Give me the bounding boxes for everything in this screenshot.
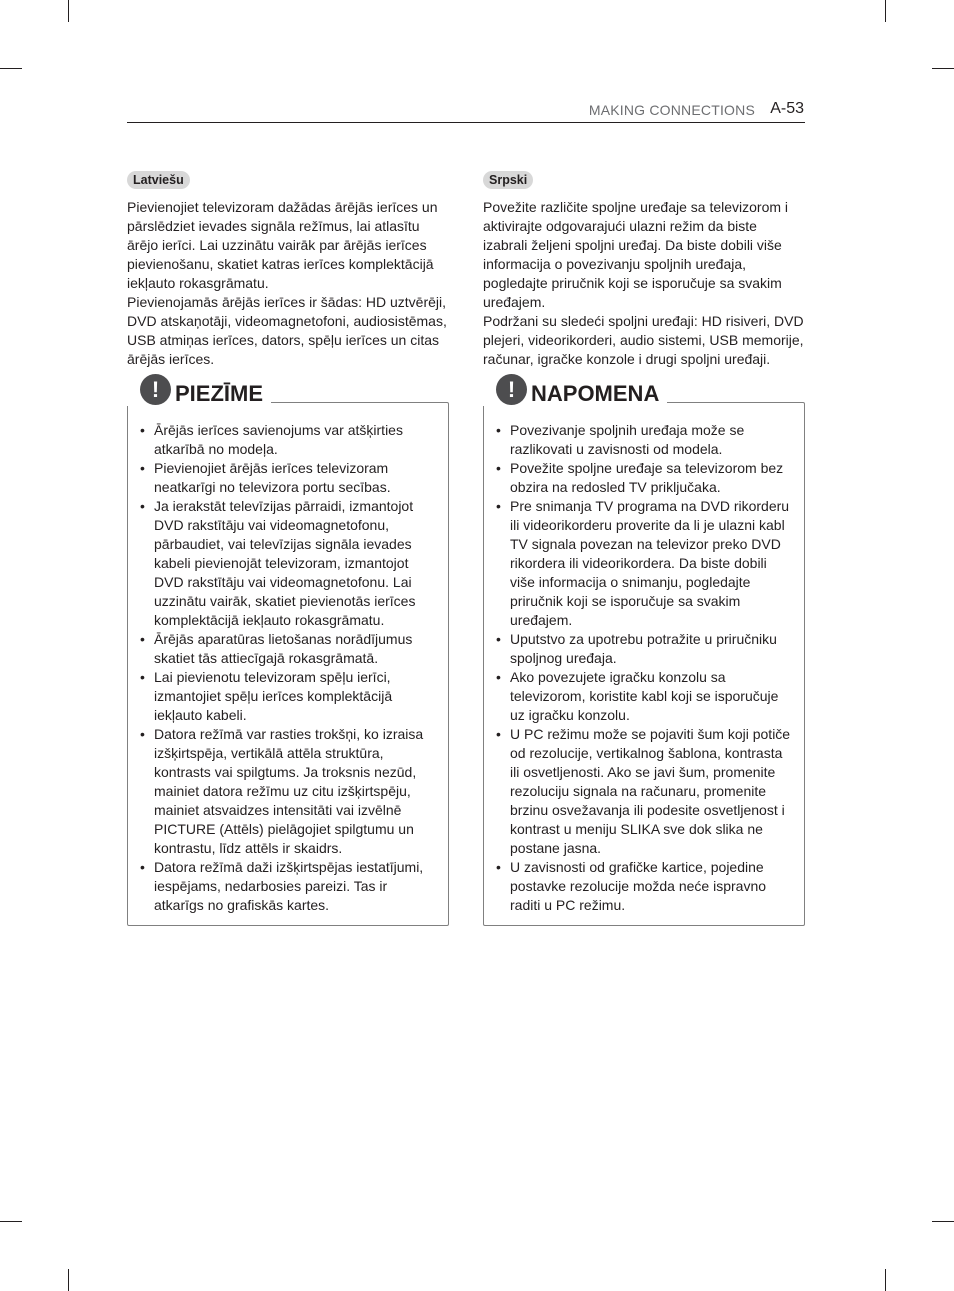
note-title: PIEZĪME (175, 381, 264, 406)
note-title: NAPOMENA (531, 381, 660, 406)
crop-mark (932, 68, 954, 69)
note-item: • U PC režimu može se pojaviti šum koji potiče od rezolucije, vertikalnog šablona, kontrasta ili osvetljenosti. Ako se javi šum, promenite rezoluciju signala na računaru, promenite brzinu osvežavanja ili podesite osvetljenost i kontrast u meniju SLIKA sve dok slika ne postane jasna. (495, 725, 792, 858)
intro-paragraph: Pievienojiet televizoram dažādas ārējās ierīces un pārslēdziet ievades signāla režīmus, lai atlasītu ārējo ierīci. Lai uzzinātu vairāk par ārējās ierīces pievienošanu, skatiet katras ierīces komplektācijā iekļauto rokasgrāmatu. (127, 199, 438, 291)
note-item: • Ako povezujete igračku konzolu sa televizorom, koristite kabl koji se isporučuje uz igračku konzolu. (495, 668, 792, 725)
latvian-column (127, 171, 449, 926)
crop-mark (885, 0, 886, 22)
crop-mark (68, 0, 69, 22)
note-item: • Datora režīmā daži izšķirtspējas iestatījumi, iespējams, nedarbosies pareizi. Tas ir atkarīgs no grafiskās kartes. (139, 858, 436, 915)
note-item: • Pievienojiet ārējās ierīces televizoram neatkarīgi no televizora portu secības. (139, 459, 436, 497)
intro-paragraph: Pievienojamās ārējās ierīces ir šādas: HD uztvērēji, DVD atskaņotāji, videomagnetofoni, audiosistēmas, USB atmiņas ierīces, dators, spēļu ierīces un citas ārējās ierīces. (127, 294, 447, 367)
crop-mark (885, 1269, 886, 1291)
header-rule (127, 122, 805, 123)
intro-paragraph: Podržani su sledeći spoljni uređaji: HD risiveri, DVD plejeri, videorikorderi, audio sistemi, USB memorije, računar, igračke konzole i drugi spoljni uređaji. (483, 313, 804, 367)
note-item: • Pre snimanja TV programa na DVD rikorderu ili videorikorderu proverite da li je ulazni kabl TV signala povezan na televizor preko DVD rikordera ili videorikordera. Da biste dobili više informacija o snimanju, pogledajte priručnik koji se isporučuje sa svakim uređajem. (495, 497, 792, 630)
note-item: • Povezivanje spoljnih uređaja može se razlikovati u zavisnosti od modela. (495, 421, 792, 459)
language-label: Srpski (483, 171, 533, 189)
note-list (495, 421, 792, 915)
section-title: MAKING CONNECTIONS (588, 102, 755, 118)
exclamation-icon: ! (496, 374, 527, 405)
crop-mark (0, 68, 22, 69)
note-item: • Uputstvo za upotrebu potražite u priručniku spoljnog uređaja. (495, 630, 792, 668)
note-box (483, 376, 805, 926)
note-item: • Povežite spoljne uređaje sa televizorom bez obzira na redosled TV priključaka. (495, 459, 792, 497)
crop-mark (68, 1269, 69, 1291)
crop-mark (0, 1221, 22, 1222)
language-label: Latviešu (127, 171, 190, 189)
page-number: A-53 (770, 100, 804, 117)
exclamation-icon: ! (140, 374, 171, 405)
note-header (127, 376, 271, 406)
note-box (127, 376, 449, 926)
note-item: • Ja ierakstāt televīzijas pārraidi, izmantojot DVD rakstītāju vai videomagnetofonu, pārbaudiet, vai televīzijas signāla ievades kabeli pievienojāt televizoram, izmantojot DVD rakstītāju vai videomagnetofonu. Lai uzzinātu vairāk, skatiet pievienotās ierīces komplektācijā iekļauto rokasgrāmatu. (139, 497, 436, 630)
note-item: • Ārējās ierīces savienojums var atšķirties atkarībā no modeļa. (139, 421, 436, 459)
note-header (483, 376, 667, 406)
note-item: • Datora režīmā var rasties trokšņi, ko izraisa izšķirtspēja, vertikālā attēla struktūra, kontrasts vai spilgtums. Ja troksnis nezūd, mainiet datora režīmu uz citu izšķirtspēju, mainiet atsvaidzes intensitāti vai izvēlnē PICTURE (Attēls) pielāgojiet spilgtumu un kontrastu, līdz attēls ir skaidrs. (139, 725, 436, 858)
note-item: • Lai pievienotu televizoram spēļu ierīci, izmantojiet spēļu ierīces komplektācijā iekļauto kabeli. (139, 668, 436, 725)
note-list (139, 421, 436, 915)
intro-paragraph: Povežite različite spoljne uređaje sa televizorom i aktivirajte odgovarajući ulazni režim da biste izabrali željeni spoljni uređaj. Da biste dobili više informacija o povezivanju spoljnih uređaja, pogledajte priručnik koji se isporučuje sa svakim uređajem. (483, 199, 789, 310)
note-item: • U zavisnosti od grafičke kartice, pojedine postavke rezolucije možda neće ispravno raditi u PC režimu. (495, 858, 792, 915)
serbian-column (483, 171, 805, 926)
crop-mark (932, 1221, 954, 1222)
note-item: • Ārējās aparatūras lietošanas norādījumus skatiet tās attiecīgajā rokasgrāmatā. (139, 630, 436, 668)
